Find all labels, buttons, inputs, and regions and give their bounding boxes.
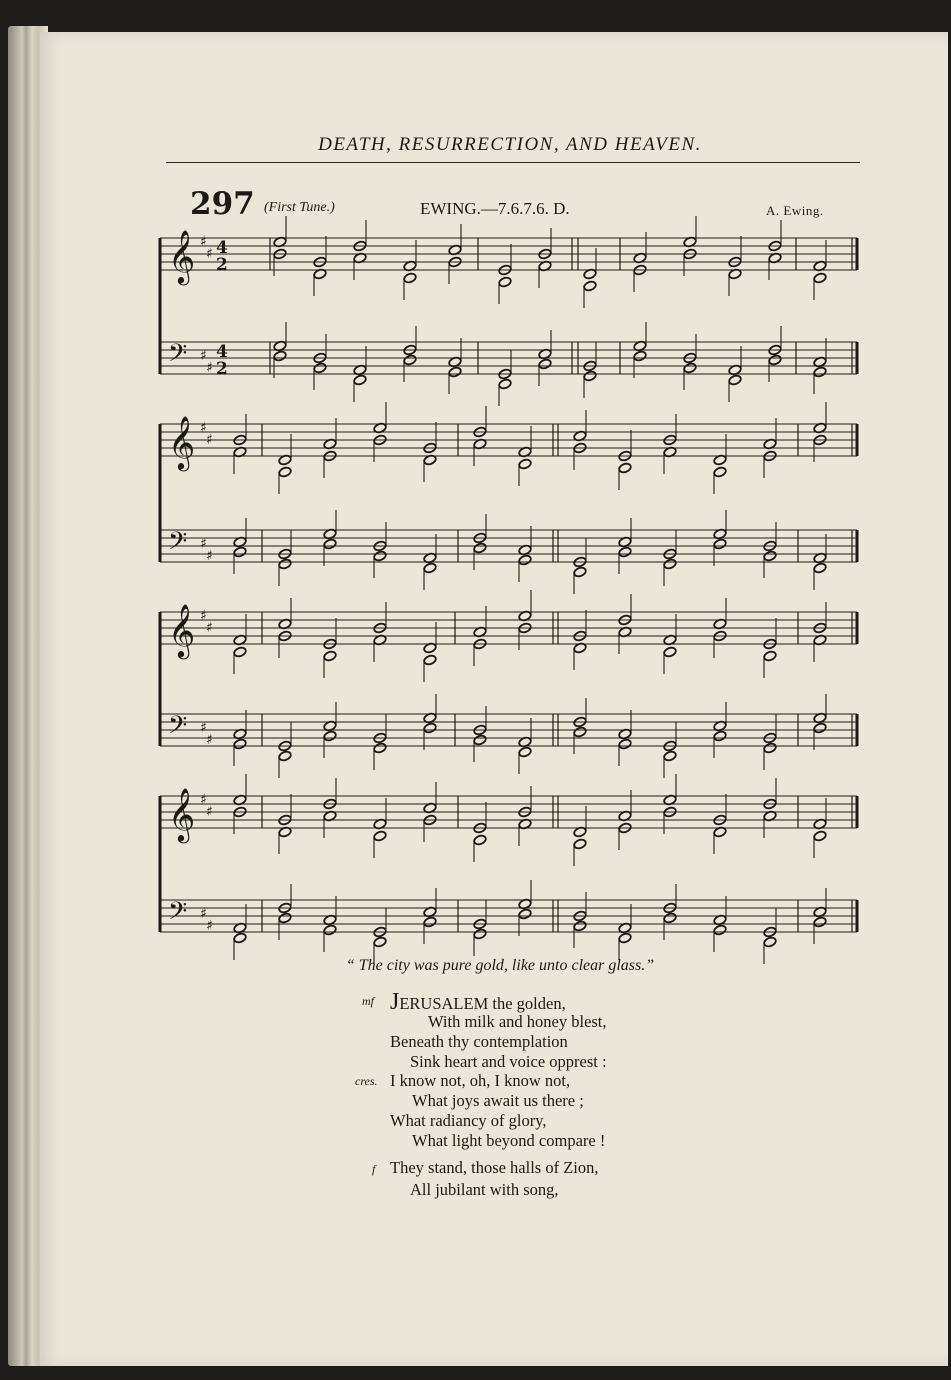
bass-notehead <box>233 932 247 944</box>
treble-notehead <box>473 834 487 846</box>
key-sharp: ♯ <box>206 548 213 564</box>
bass-notehead <box>373 550 387 562</box>
tune-note: (First Tune.) <box>264 200 335 215</box>
bass-notehead <box>763 742 777 754</box>
key-sharp: ♯ <box>200 420 207 436</box>
dropcap: J <box>390 989 400 1015</box>
bass-notehead <box>763 550 777 562</box>
bass-notehead <box>473 542 487 554</box>
bass-notehead <box>683 362 697 374</box>
bass-notehead <box>713 538 727 550</box>
bass-notehead <box>423 722 437 734</box>
bass-notehead <box>473 734 487 746</box>
bass-notehead <box>473 928 487 940</box>
verse-line-10: All jubilant with song, <box>410 1180 559 1199</box>
key-sharp: ♯ <box>200 906 207 922</box>
treble-notehead <box>663 646 677 658</box>
verse-line-9: They stand, those halls of Zion, <box>390 1158 599 1177</box>
dynamic-cres: cres. <box>355 1074 378 1088</box>
bass-notehead <box>323 924 337 936</box>
bass-notehead <box>618 738 632 750</box>
key-sharp: ♯ <box>200 348 207 364</box>
bass-notehead <box>763 936 777 948</box>
verse-line-8: What light beyond compare ! <box>412 1131 606 1150</box>
treble-notehead <box>423 654 437 666</box>
bass-notehead <box>373 936 387 948</box>
bass-notehead <box>813 562 827 574</box>
verse-line-2: With milk and honey blest, <box>428 1012 607 1031</box>
key-sharp: ♯ <box>200 536 207 552</box>
bass-notehead <box>633 350 647 362</box>
bass-notehead <box>813 916 827 928</box>
key-sharp: ♯ <box>206 432 213 448</box>
key-sharp: ♯ <box>206 804 213 820</box>
treble-notehead <box>498 276 512 288</box>
verse-line-1 <box>390 990 566 1014</box>
key-sharp: ♯ <box>206 918 213 934</box>
treble-notehead <box>713 466 727 478</box>
verse-line-7: What radiancy of glory, <box>390 1111 547 1130</box>
bass-notehead <box>448 366 462 378</box>
bass-notehead <box>713 730 727 742</box>
treble-notehead <box>233 646 247 658</box>
bass-clef: 𝄢 <box>168 527 188 562</box>
bass-notehead <box>813 366 827 378</box>
bass-notehead <box>323 730 337 742</box>
time-signature-top: 4 <box>216 238 228 258</box>
treble-notehead <box>278 466 292 478</box>
bass-notehead <box>728 374 742 386</box>
bass-notehead <box>278 558 292 570</box>
bass-notehead <box>583 370 597 382</box>
page-header: DEATH, RESURRECTION, AND HEAVEN. <box>318 134 702 155</box>
key-sharp: ♯ <box>200 792 207 808</box>
bass-notehead <box>663 558 677 570</box>
hymn-number: 297 <box>190 186 255 222</box>
treble-notehead <box>323 650 337 662</box>
bass-notehead <box>713 924 727 936</box>
bass-notehead <box>518 908 532 920</box>
time-signature-bottom: 2 <box>216 255 228 275</box>
treble-notehead <box>618 462 632 474</box>
treble-notehead <box>583 280 597 292</box>
treble-clef: 𝄞 <box>168 603 196 657</box>
bass-clef: 𝄢 <box>168 339 188 374</box>
key-sharp: ♯ <box>200 608 207 624</box>
tune-name: EWING.—7.6.7.6. D. <box>420 199 570 218</box>
bass-notehead <box>273 350 287 362</box>
key-sharp: ♯ <box>200 234 207 250</box>
bass-clef: 𝄢 <box>168 897 188 932</box>
bass-notehead <box>373 742 387 754</box>
bass-notehead <box>518 554 532 566</box>
bass-notehead <box>233 738 247 750</box>
treble-notehead <box>813 830 827 842</box>
bass-notehead <box>618 546 632 558</box>
bass-notehead <box>313 362 327 374</box>
bass-notehead <box>423 562 437 574</box>
bass-notehead <box>573 920 587 932</box>
bass-notehead <box>538 358 552 370</box>
bass-notehead <box>498 378 512 390</box>
verse-line-1-rest: ERUSALEM the golden, <box>399 994 566 1013</box>
bass-notehead <box>663 750 677 762</box>
time-signature-bottom: 2 <box>216 359 228 379</box>
key-sharp: ♯ <box>206 620 213 636</box>
verse-line-4: Sink heart and voice opprest : <box>410 1052 607 1071</box>
verse-line-6: What joys await us there ; <box>412 1091 584 1110</box>
dynamic-mf: mf <box>362 994 374 1008</box>
key-sharp: ♯ <box>200 720 207 736</box>
bass-notehead <box>278 912 292 924</box>
dynamic-f: f <box>372 1162 376 1176</box>
treble-clef: 𝄞 <box>168 415 196 469</box>
composer: A. Ewing. <box>766 203 824 218</box>
treble-notehead <box>813 272 827 284</box>
treble-notehead <box>763 650 777 662</box>
key-sharp: ♯ <box>206 246 213 262</box>
treble-notehead <box>373 830 387 842</box>
bass-notehead <box>323 538 337 550</box>
treble-clef: 𝄞 <box>168 787 196 841</box>
bass-notehead <box>353 374 367 386</box>
bass-notehead <box>663 912 677 924</box>
bass-notehead <box>573 726 587 738</box>
treble-clef: 𝄞 <box>168 229 196 283</box>
time-signature-top: 4 <box>216 342 228 362</box>
verse-line-5: I know not, oh, I know not, <box>390 1071 571 1090</box>
key-sharp: ♯ <box>206 732 213 748</box>
treble-notehead <box>573 838 587 850</box>
bass-notehead <box>233 546 247 558</box>
bass-clef: 𝄢 <box>168 711 188 746</box>
bass-notehead <box>573 566 587 578</box>
key-sharp: ♯ <box>206 360 213 376</box>
treble-notehead <box>518 458 532 470</box>
bass-notehead <box>403 354 417 366</box>
bass-notehead <box>813 722 827 734</box>
bass-notehead <box>768 354 782 366</box>
bass-notehead <box>278 750 292 762</box>
hymn-caption: “ The city was pure gold, like unto clear glass.” <box>345 957 655 974</box>
verse-line-3: Beneath thy contemplation <box>390 1032 568 1051</box>
bass-notehead <box>518 746 532 758</box>
bass-notehead <box>618 932 632 944</box>
bass-notehead <box>423 916 437 928</box>
treble-notehead <box>403 272 417 284</box>
